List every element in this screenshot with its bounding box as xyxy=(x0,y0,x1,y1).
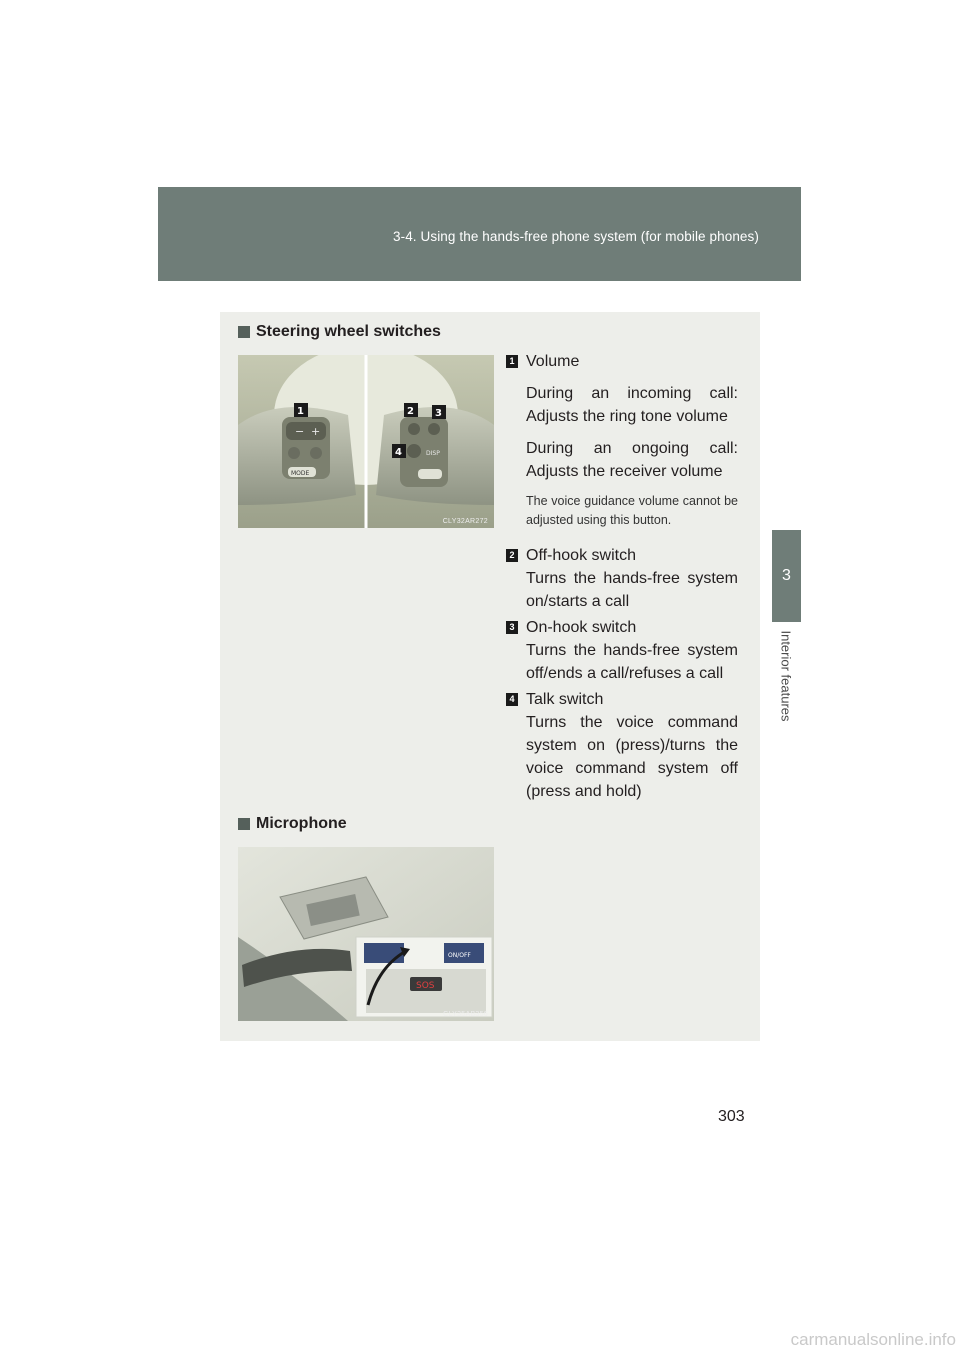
svg-text:2: 2 xyxy=(407,406,414,417)
item-title: Volume xyxy=(526,353,580,370)
item-number: 4 xyxy=(506,693,518,706)
steering-heading xyxy=(238,323,441,341)
list-item xyxy=(506,544,738,613)
disp-button-label: DISP xyxy=(426,450,440,457)
item-subtext: During an incoming call: Adjusts the ring tone volume xyxy=(526,385,738,425)
microphone-heading-text: Microphone xyxy=(256,815,347,832)
section-title: 3-4. Using the hands-free phone system (for mobile phones) xyxy=(393,229,759,244)
list-item xyxy=(506,350,738,530)
onoff-button-label: ON/OFF xyxy=(448,952,471,959)
svg-text:4: 4 xyxy=(395,447,402,458)
steering-heading-text: Steering wheel switches xyxy=(256,323,441,340)
chapter-number: 3 xyxy=(782,567,791,584)
item-note: The voice guidance volume cannot be adjusted using this button. xyxy=(526,494,738,527)
chapter-tab[interactable] xyxy=(772,530,801,622)
steering-figure-code: CLY32AR272 xyxy=(442,518,488,525)
mode-button-label: MODE xyxy=(291,470,310,477)
switch-list xyxy=(506,350,738,803)
item-text: Turns the voice command system on (press)/turns the voice command system off (press and hold) xyxy=(526,714,738,800)
svg-text:−: − xyxy=(295,425,305,438)
item-number: 3 xyxy=(506,621,518,634)
microphone-figure-code: CLY35AB356 xyxy=(443,1011,488,1018)
microphone-figure xyxy=(238,847,494,1021)
list-item xyxy=(506,616,738,685)
callout-1 xyxy=(294,403,308,417)
item-subtext: During an ongoing call: Adjusts the receiver volume xyxy=(526,440,738,480)
item-title: Off-hook switch xyxy=(526,547,636,564)
watermark[interactable]: carmanualsonline.info xyxy=(790,1330,956,1349)
microphone-heading xyxy=(238,815,347,833)
svg-text:3: 3 xyxy=(435,408,442,419)
svg-text:1: 1 xyxy=(297,406,304,417)
item-text: Turns the hands-free system on/starts a call xyxy=(526,570,738,610)
header-band xyxy=(158,187,801,281)
heading-bullet-icon xyxy=(238,818,250,830)
chapter-label: Interior features xyxy=(778,630,794,722)
steering-wheel-illustration xyxy=(238,355,494,528)
item-title: Talk switch xyxy=(526,691,604,708)
list-item xyxy=(506,688,738,803)
page-number: 303 xyxy=(718,1108,745,1125)
item-number: 1 xyxy=(506,355,518,368)
sos-button-label: SOS xyxy=(416,981,435,991)
item-text: Turns the hands-free system off/ends a call/refuses a call xyxy=(526,642,738,682)
callout-2 xyxy=(404,403,418,417)
microphone-illustration xyxy=(238,847,494,1021)
steering-wheel-figure xyxy=(238,355,494,528)
callout-4 xyxy=(392,444,406,458)
svg-text:+: + xyxy=(311,425,321,438)
item-number: 2 xyxy=(506,549,518,562)
callout-3 xyxy=(432,405,446,419)
item-title: On-hook switch xyxy=(526,619,637,636)
heading-bullet-icon xyxy=(238,326,250,338)
